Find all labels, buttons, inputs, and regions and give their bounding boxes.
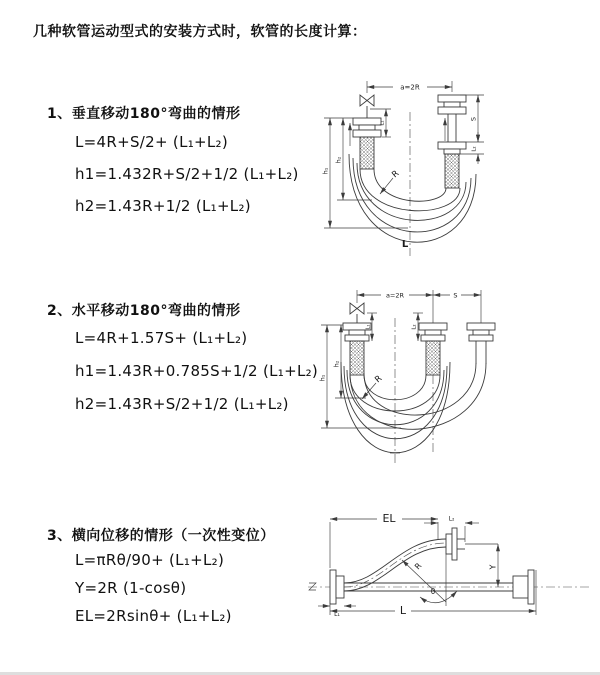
dim-label-s: S: [469, 116, 478, 122]
dim-label-l: L: [401, 239, 409, 250]
dim-label-l1: L₁: [379, 120, 386, 126]
dim-label-s: S: [453, 291, 458, 300]
right-pipe: [448, 114, 456, 142]
dimension-l1-bottom: [318, 606, 356, 618]
section-1-formula-h1: h1=1.432R+S/2+1/2 (L₁+L₂): [75, 165, 299, 183]
section-1-formula-h2: h2=1.43R+1/2 (L₁+L₂): [75, 197, 251, 215]
dimension-el: [330, 512, 438, 568]
braided-hose-left: [350, 341, 364, 375]
section-2-heading: 2、水平移动180°弯曲的情形: [47, 303, 241, 319]
dim-label-h2: h₂: [332, 360, 341, 368]
radius-label: R: [373, 373, 385, 386]
left-flange: [330, 570, 344, 604]
section-2-formula-h2: h2=1.43R+S/2+1/2 (L₁+L₂): [75, 395, 289, 413]
radius-label: R: [412, 561, 424, 572]
dim-label-l1: L₁: [334, 611, 340, 618]
dim-label-a2r: a=2R: [400, 83, 420, 92]
diagram-2-horizontal-180-bend: [306, 278, 562, 468]
braided-hose-left: [360, 137, 374, 169]
valve-icon: [350, 303, 364, 323]
dim-label-l2: L₂: [448, 515, 455, 523]
section-1-formula-l: L=4R+S/2+ (L₁+L₂): [75, 133, 229, 151]
dim-label-l1: L₁: [365, 324, 372, 330]
section-3-heading: 3、横向位移的情形（一次性变位）: [47, 528, 275, 544]
right-middle-flange: [513, 570, 534, 604]
diagram-1-vertical-180-bend: [308, 68, 548, 260]
left-flange: [353, 118, 381, 137]
angle-theta-label: θ: [430, 587, 436, 596]
dim-label-y: Y: [488, 564, 498, 570]
dimension-s: [433, 291, 481, 300]
section-3-formula-el: EL=2Rsinθ+ (L₁+L₂): [75, 607, 232, 625]
right-flange-lower: [438, 142, 466, 154]
dim-label-l: L: [399, 604, 407, 617]
upper-right-flange: [446, 528, 465, 560]
dim-label-a2r: a=2R: [385, 291, 405, 300]
radius-callout: [362, 374, 384, 399]
section-2-formula-h1: h1=1.43R+0.785S+1/2 (L₁+L₂): [75, 362, 319, 380]
dim-label-el: EL: [382, 512, 396, 525]
section-3-formula-l: L=πRθ/90+ (L₁+L₂): [75, 551, 225, 569]
dimension-y: [465, 544, 498, 587]
braided-hose-middle: [426, 341, 440, 375]
dim-label-l2: L₂: [411, 324, 418, 330]
dim-label-l2: L₂: [471, 146, 478, 152]
radius-label: R: [390, 168, 402, 181]
right-pipe: [476, 341, 486, 364]
section-1-heading: 1、垂直移动180°弯曲的情形: [47, 106, 241, 122]
dim-label-h1: h₁: [321, 167, 330, 175]
dim-label-h1: h₁: [318, 374, 327, 382]
right-flange-upper: [438, 95, 466, 114]
valve-icon: [360, 95, 374, 118]
braided-hose-right: [445, 154, 459, 188]
radius-callout: [380, 169, 401, 194]
section-2-formula-l: L=4R+1.57S+ (L₁+L₂): [75, 329, 248, 347]
page-title: 几种软管运动型式的安装方式时，软管的长度计算：: [33, 24, 367, 40]
section-3-formula-y: Y=2R (1-cosθ): [75, 579, 187, 597]
hose-loop-deep: [341, 362, 450, 453]
middle-flange: [419, 323, 447, 341]
dimension-a-2r: [367, 81, 452, 93]
angle-construction: [402, 554, 457, 606]
diagram-3-lateral-displacement: [300, 498, 600, 650]
pipe-break-symbol: [309, 583, 316, 590]
right-flange: [467, 323, 495, 341]
dim-label-h2: h₂: [334, 156, 343, 164]
